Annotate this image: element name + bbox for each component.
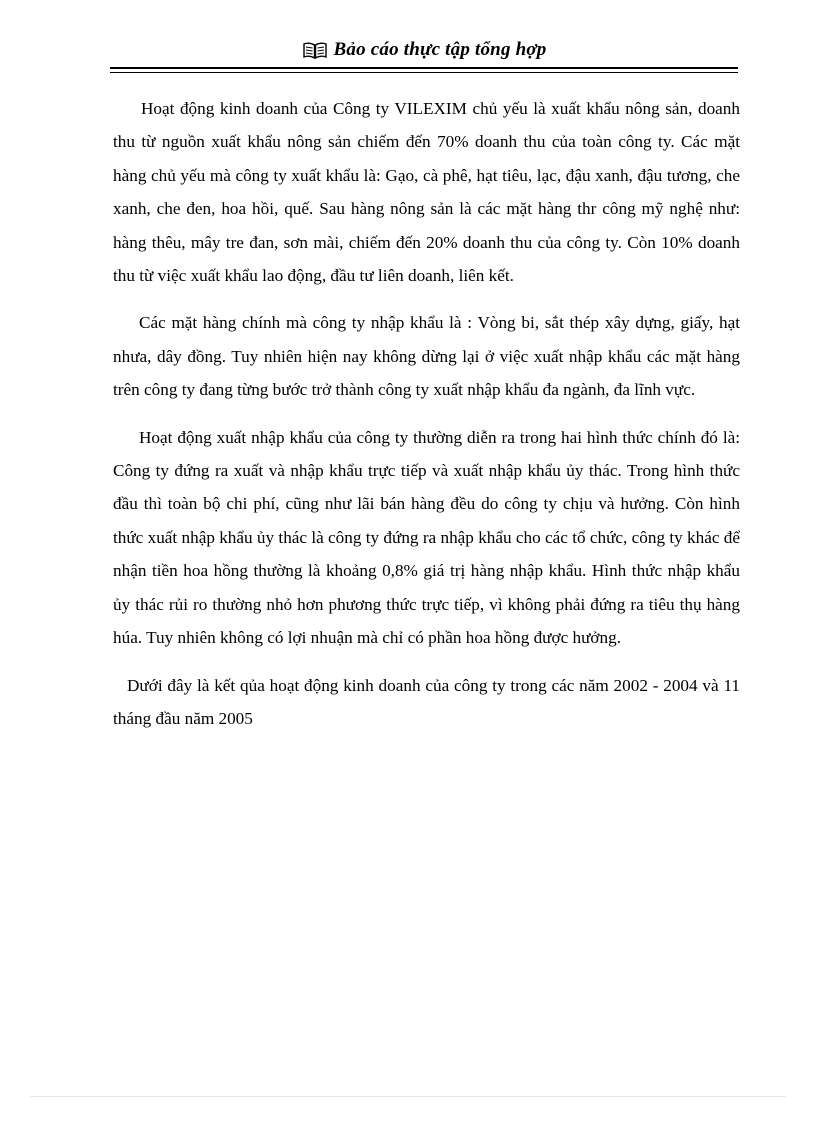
paragraph-import-goods: Các mặt hàng chính mà công ty nhập khẩu là : Vòng bi, sắt thép xây dựng, giấy, hạt nhưa, dây đồng. Tuy nhiên hiện nay không dừng lại ở việc xuất nhập khẩu các mặt hàng trên công ty đang từng bước trở thành công ty xuất nhập khẩu đa ngành, đa lĩnh vực. — [113, 313, 740, 400]
paragraph-export-overview: Hoạt động kinh doanh của Công ty VILEXIM chủ yếu là xuất khẩu nông sản, doanh thu từ nguồn xuất khẩu nông sản chiếm đến 70% doanh thu của toàn công ty. Các mặt hàng chủ yếu mà công ty xuất khẩu là: Gạo, cà phê, hạt tiêu, lạc, đậu xanh, đậu tương, che xanh, che đen, hoa hồi, quế. Sau hàng nông sản là các mặt hàng thr công mỹ nghệ như: hàng thêu, mây tre đan, sơn mài, chiếm đến 20% doanh thu của công ty. Còn 10% doanh thu từ việc xuất khẩu lao động, đầu tư liên doanh, liên kết. — [113, 99, 740, 286]
header-rule-thick — [110, 67, 738, 69]
paragraph-results-intro: Dưới đây là kết qủa hoạt động kinh doanh của công ty trong các năm 2002 - 2004 và 11 tháng đầu năm 2005 — [113, 675, 740, 728]
open-book-icon — [302, 40, 328, 60]
document-body — [113, 92, 740, 749]
page-header — [110, 38, 738, 62]
header-rule-thin — [110, 72, 738, 73]
page-bottom-divider — [30, 1096, 786, 1097]
paragraph-trade-forms: Hoạt động xuất nhập khẩu của công ty thường diễn ra trong hai hình thức chính đó là: Công ty đứng ra xuất và nhập khẩu trực tiếp và xuất nhập khẩu ủy thác. Trong hình thức đầu thì toàn bộ chi phí, cũng như lãi bán hàng đều do công ty chịu và hưởng. Còn hình thức xuất nhập khẩu ủy thác là công ty đứng ra nhập khẩu cho các tổ chức, công ty khác để nhận tiền hoa hồng thường là khoảng 0,8% giá trị hàng nhập khẩu. Hình thức nhập khẩu ủy thác rủi ro thường nhỏ hơn phương thức trực tiếp, vì không phải đứng ra tiêu thụ hàng húa. Tuy nhiên không có lợi nhuận mà chỉ có phần hoa hồng được hưởng. — [113, 427, 740, 648]
header-title: Bảo cáo thực tập tổng hợp — [333, 39, 547, 60]
